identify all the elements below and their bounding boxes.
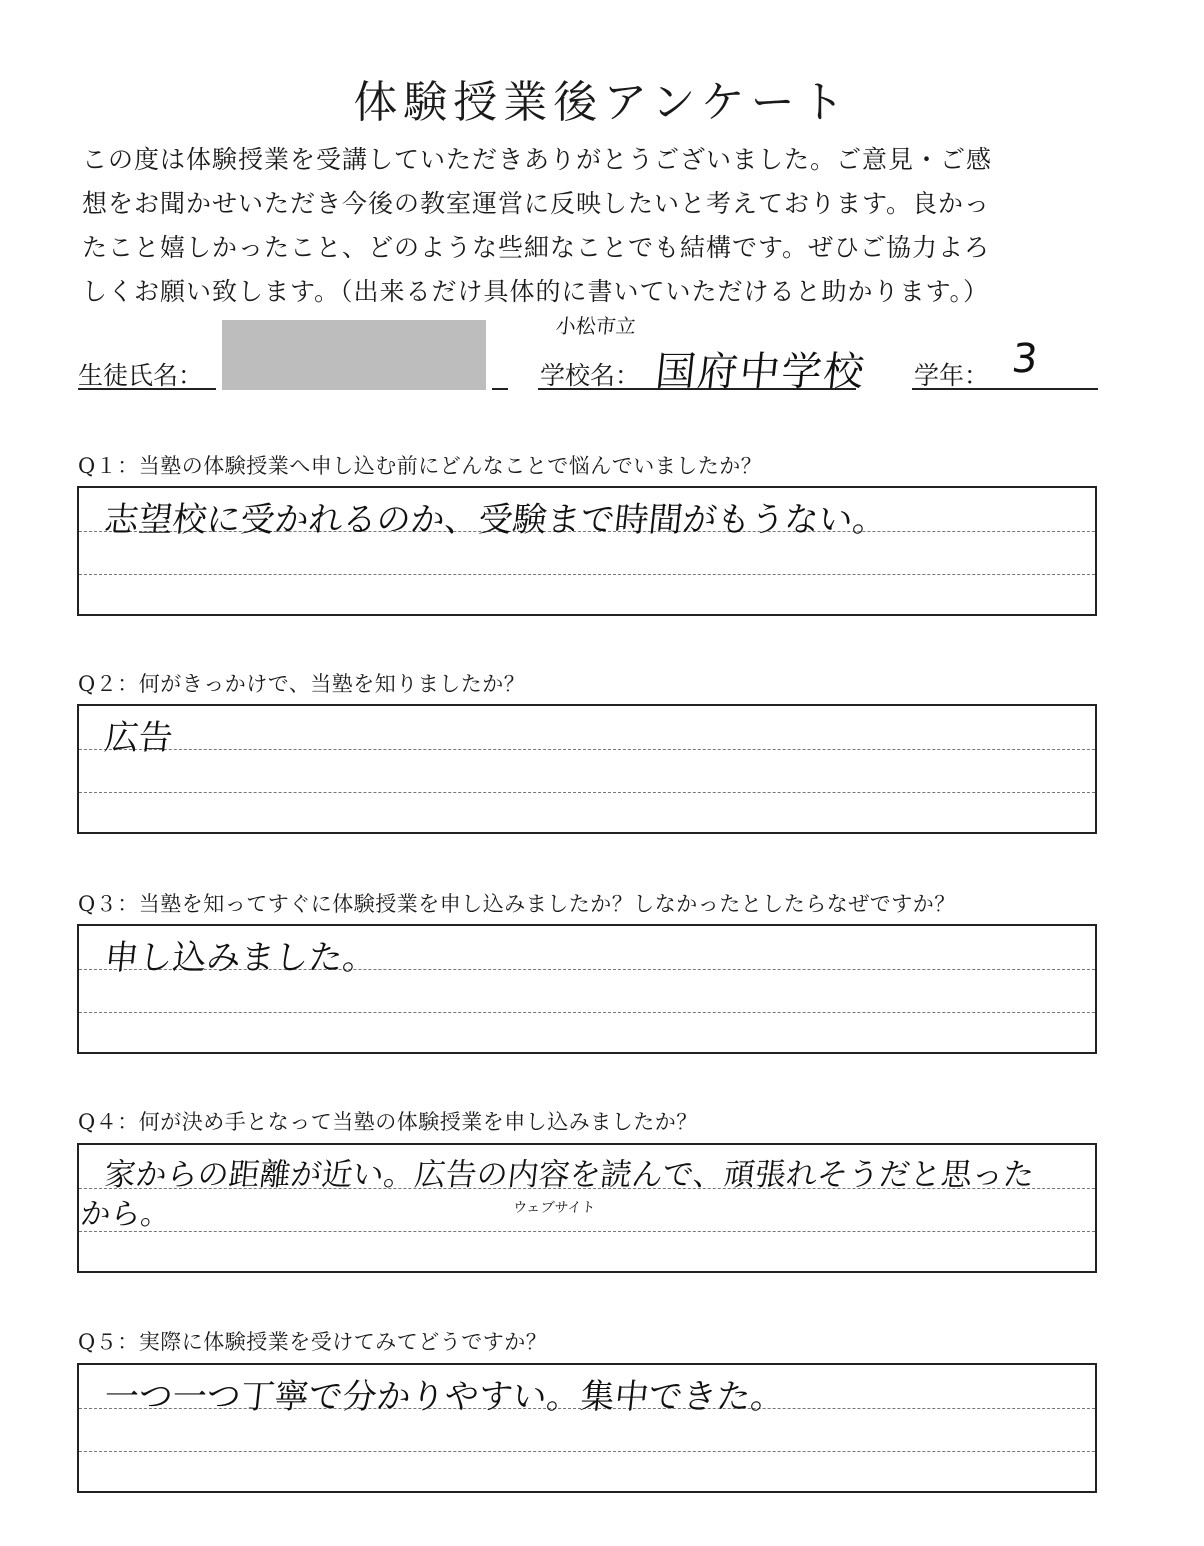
answer-box-1 (77, 486, 1097, 616)
intro-paragraph (82, 138, 1112, 314)
answer-3-handwritten: 申し込みました。 (102, 938, 379, 978)
student-info-row (0, 300, 1204, 400)
answer-box-4 (77, 1143, 1097, 1273)
answer-box-3 (77, 924, 1097, 1054)
dashed-rule (79, 1012, 1095, 1013)
school-value-handwritten: 国府中学校 (653, 349, 869, 395)
answer-4-handwritten: 家からの距離が近い。広告の内容を読んで、頑張れそうだと思った (102, 1157, 1036, 1193)
question-3-label: Q３：当塾を知ってすぐに体験授業を申し込みましたか？しなかったとしたらなぜですか？ (78, 892, 956, 916)
question-4-label: Q４：何が決め手となって当塾の体験授業を申し込みましたか？ (78, 1110, 698, 1134)
intro-line: しくお願い致します。（出来るだけ具体的に書いていただけると助かります。） (82, 277, 990, 306)
question-5-label: Q５：実際に体験授業を受けてみてどうですか？ (78, 1330, 548, 1354)
dashed-rule (79, 574, 1095, 575)
dashed-rule (79, 1231, 1095, 1232)
answer-box-2 (77, 704, 1097, 834)
answer-box-5 (77, 1363, 1097, 1493)
dashed-rule (79, 1451, 1095, 1452)
intro-line: この度は体験授業を受講していただきありがとうございました。ご意見・ご感 (82, 145, 993, 174)
question-2-label: Q２：何がきっかけで、当塾を知りましたか？ (78, 672, 526, 696)
question-1-label: Q１：当塾の体験授業へ申し込む前にどんなことで悩んでいましたか？ (78, 454, 763, 478)
school-underline (538, 388, 856, 390)
dashed-rule (79, 749, 1095, 750)
student-name-underline-end (492, 388, 508, 390)
dashed-rule (79, 792, 1095, 793)
answer-2-handwritten: 広告 (102, 718, 175, 758)
answer-1-handwritten: 志望校に受かれるのか、受験まで時間がもうない。 (102, 500, 889, 540)
intro-line: 想をお聞かせいただき今後の教室運営に反映したいと考えております。良かっ (82, 189, 991, 218)
school-label: 学校名： (540, 361, 641, 390)
intro-line: たこと嬉しかったこと、どのような些細なことでも結構です。ぜひご協力よろ (82, 233, 991, 262)
redacted-student-name (222, 320, 486, 390)
answer-4-handwritten-line2: から。 (78, 1197, 173, 1232)
survey-title: 体験授業後アンケート (353, 77, 851, 128)
grade-value-handwritten: 3 (1009, 336, 1040, 382)
school-prefix-handwritten: 小松市立 (554, 314, 638, 338)
grade-underline (912, 388, 1098, 390)
answer-4-ruby-handwritten: ウェブサイト (512, 1200, 597, 1216)
grade-label: 学年： (914, 361, 990, 390)
answer-5-handwritten: 一つ一つ丁寧で分かりやすい。集中できた。 (102, 1377, 787, 1417)
student-name-label: 生徒氏名： (78, 361, 204, 390)
student-name-underline (78, 388, 216, 390)
